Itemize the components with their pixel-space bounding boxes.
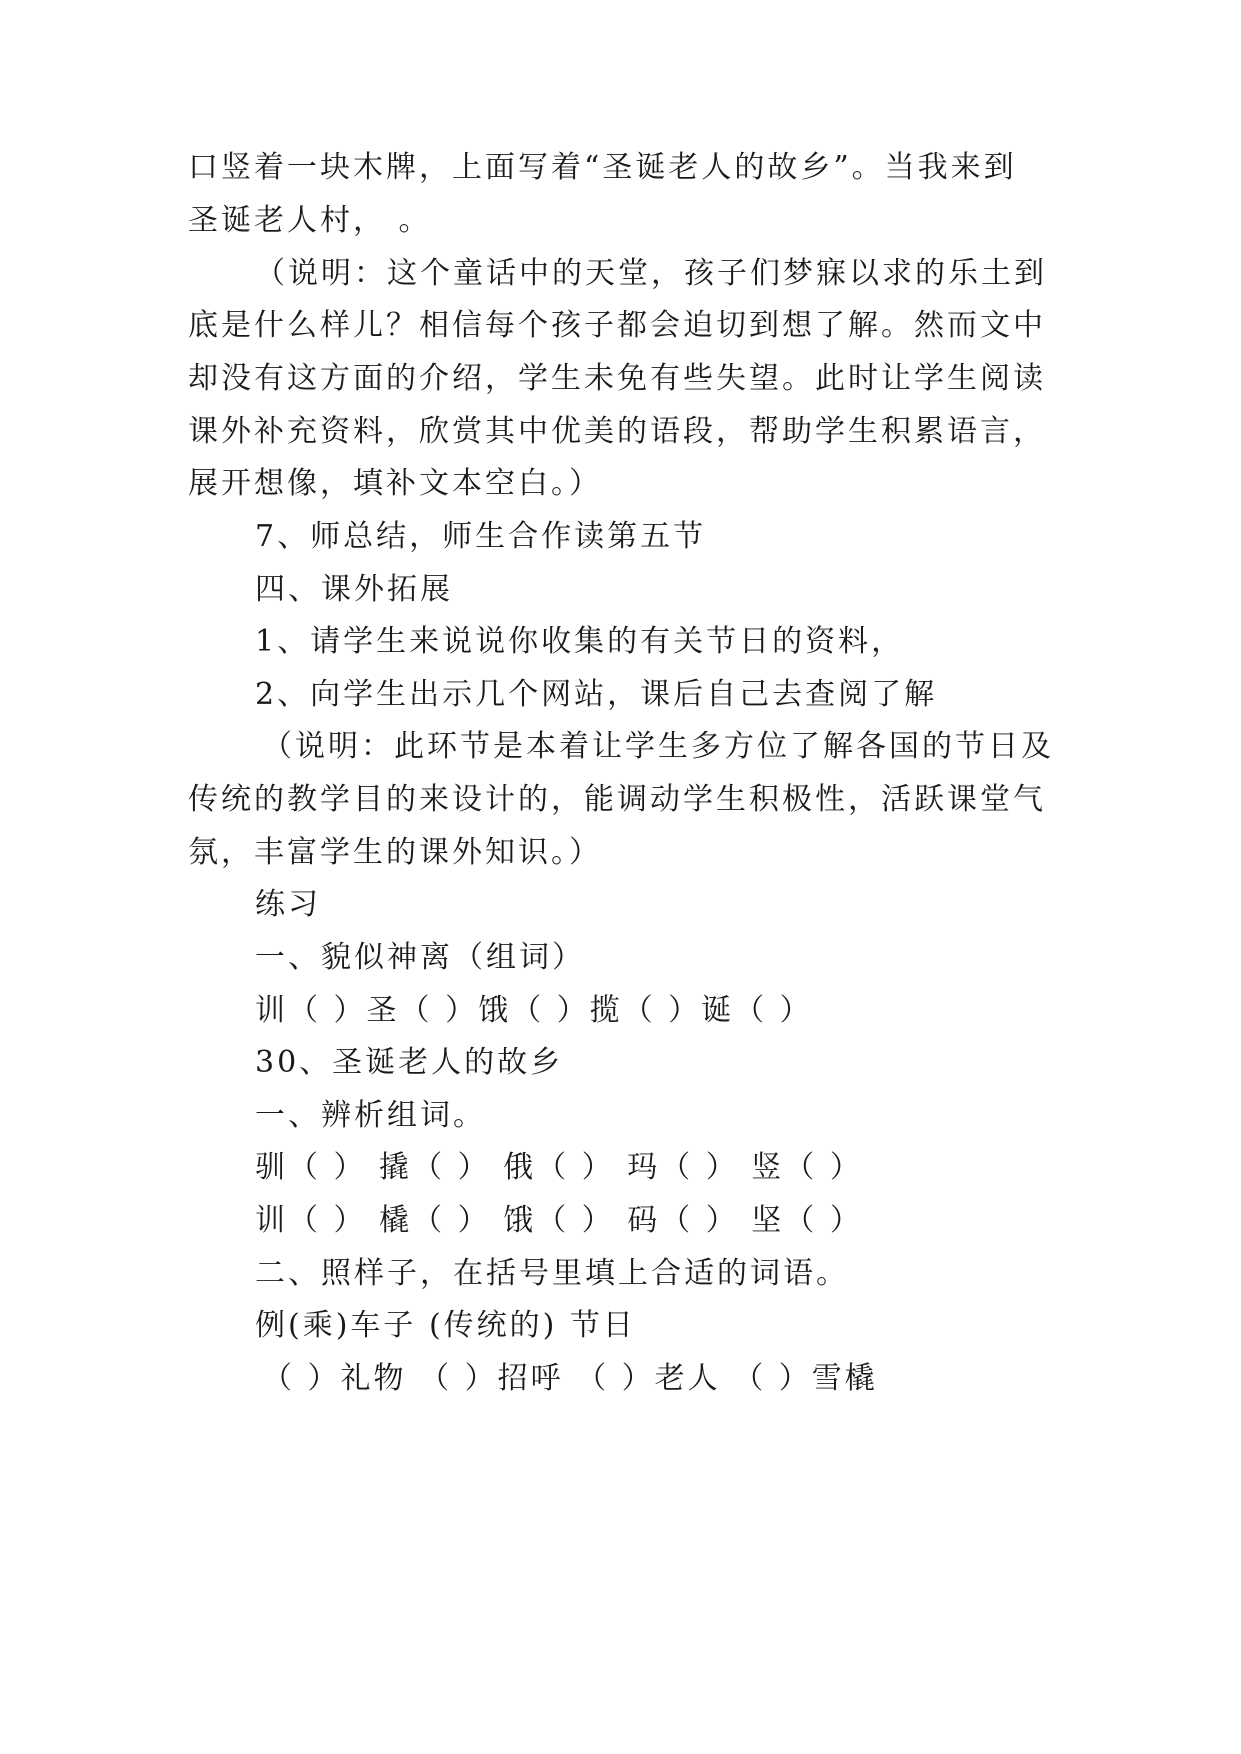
paragraph-line: 课外补充资料，欣赏其中优美的语段，帮助学生积累语言， [188, 414, 1046, 449]
note-line: （说明：此环节是本着让学生多方位了解各国的节日及 [262, 729, 1054, 764]
lesson-title: 30、圣诞老人的故乡 [255, 1045, 564, 1080]
exercise-heading: 一、辨析组词。 [255, 1098, 486, 1133]
note-line: （说明：这个童话中的天堂，孩子们梦寐以求的乐土到 [255, 256, 1047, 291]
paragraph-line: 传统的教学目的来设计的，能调动学生积极性，活跃课堂气 [188, 782, 1046, 817]
step-item: 7、师总结，师生合作读第五节 [255, 519, 707, 554]
exercise-item: 训（ ）圣（ ）饿（ ）揽（ ）诞（ ） [255, 993, 813, 1028]
list-item: 1、请学生来说说你收集的有关节日的资料， [255, 624, 905, 659]
list-item: 2、向学生出示几个网站，课后自己去查阅了解 [255, 677, 938, 712]
paragraph-line: 却没有这方面的介绍，学生未免有些失望。此时让学生阅读 [188, 361, 1046, 396]
paragraph-line: 圣诞老人村， 。 [188, 203, 432, 238]
exercise-item: 驯（ ） 撬（ ） 俄（ ） 玛（ ） 竖（ ） [255, 1150, 863, 1185]
paragraph-line: 展开想像，填补文本空白。） [188, 466, 602, 501]
exercise-item: （ ）礼物 （ ）招呼 （ ）老人 （ ）雪橇 [262, 1361, 878, 1396]
exercise-heading: 一、貌似神离（组词） [255, 940, 585, 975]
exercise-item: 训（ ） 橇（ ） 饿（ ） 码（ ） 坚（ ） [255, 1203, 863, 1238]
paragraph-line: 底是什么样儿？相信每个孩子都会迫切到想了解。然而文中 [188, 308, 1046, 343]
example-line: 例(乘)车子 (传统的) 节日 [255, 1308, 636, 1343]
exercise-heading: 二、照样子，在括号里填上合适的词语。 [255, 1256, 849, 1291]
section-heading: 四、课外拓展 [255, 572, 453, 607]
paragraph-line: 氛，丰富学生的课外知识。） [188, 835, 602, 870]
paragraph-line: 口竖着一块木牌，上面写着“圣诞老人的故乡”。当我来到 [188, 150, 1017, 185]
section-heading: 练习 [255, 887, 321, 922]
